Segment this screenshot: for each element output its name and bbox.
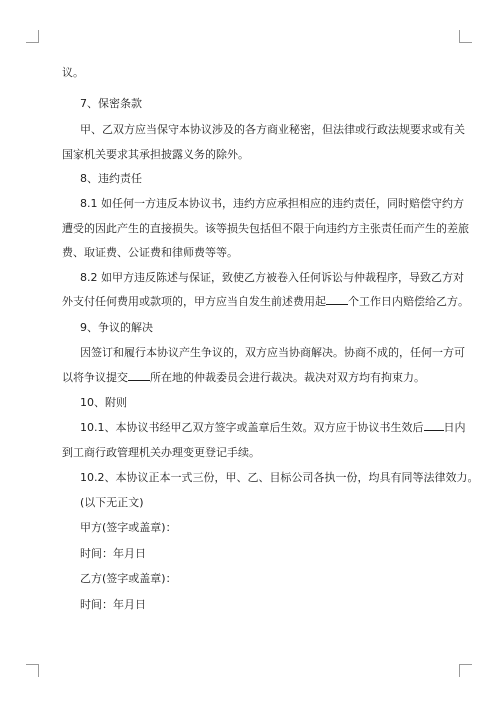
fill-in-blank: [128, 371, 150, 381]
section-10-1-text-part: 10.1、本协议书经甲乙双方签字或盖章后生效。双方应于协议书生效后: [80, 421, 424, 434]
section-9-heading: 9、争议的解决: [80, 321, 153, 334]
fill-in-blank: [424, 421, 444, 431]
section-10-heading: 10、附则: [80, 396, 127, 409]
section-7-text: 甲、乙双方应当保守本协议涉及的各方商业秘密，但法律或行政法规要求或有关: [80, 123, 465, 136]
crop-mark-bottom-left: [26, 664, 39, 677]
section-7-heading: 7、保密条款: [80, 97, 142, 110]
section-9-text: 因签订和履行本协议产生争议的，双方应当协商解决。协商不成的，任何一方可: [80, 346, 465, 359]
section-9-text: [62, 371, 425, 385]
section-9-text-part: 所在地的仲裁委员会进行裁决。裁决对双方均有拘束力。: [150, 371, 425, 384]
party-a-date: 时间：年月日: [80, 547, 146, 560]
section-8-2-text-part: 个工作日内赔偿给乙方。: [348, 295, 469, 308]
section-8-1-text: 费、取证费、公证费和律师费等等。: [62, 246, 238, 259]
crop-mark-top-left: [26, 30, 39, 43]
section-8-heading: 8、违约责任: [80, 172, 142, 185]
section-8-2-text: [62, 295, 469, 309]
section-8-1-text: 8.1 如任何一方违反本协议书，违约方应承担相应的违约责任，同时赔偿守约方: [80, 197, 464, 210]
no-further-text-note: (以下无正文): [80, 496, 144, 509]
fill-in-blank: [326, 295, 348, 305]
section-10-1-text: 到工商行政管理机关办理变更登记手续。: [62, 446, 260, 459]
crop-mark-top-right: [459, 30, 472, 43]
party-a-signature: 甲方(签字或盖章)：: [80, 521, 177, 534]
party-b-signature: 乙方(签字或盖章)：: [80, 572, 177, 585]
section-10-2-text: 10.2、本协议正本一式三份，甲、乙、目标公司各执一份，均具有同等法律效力。: [80, 471, 479, 484]
section-9-text-part: 以将争议提交: [62, 371, 128, 384]
section-7-text: 国家机关要求其承担披露义务的除外。: [62, 148, 249, 161]
section-8-1-text: 遭受的因此产生的直接损失。该等损失包括但不限于向违约方主张责任而产生的差旅: [62, 222, 469, 235]
section-8-2-text-part: 外支付任何费用或款项的，甲方应当自发生前述费用起: [62, 295, 326, 308]
party-b-date: 时间：年月日: [80, 598, 146, 611]
section-8-2-text: 8.2 如甲方违反陈述与保证，致使乙方被卷入任何诉讼与仲裁程序，导致乙方对: [80, 271, 464, 284]
continued-text: 议。: [62, 66, 84, 79]
section-10-1-text: [80, 421, 466, 435]
crop-mark-bottom-right: [459, 664, 472, 677]
section-10-1-text-part: 日内: [443, 421, 466, 434]
